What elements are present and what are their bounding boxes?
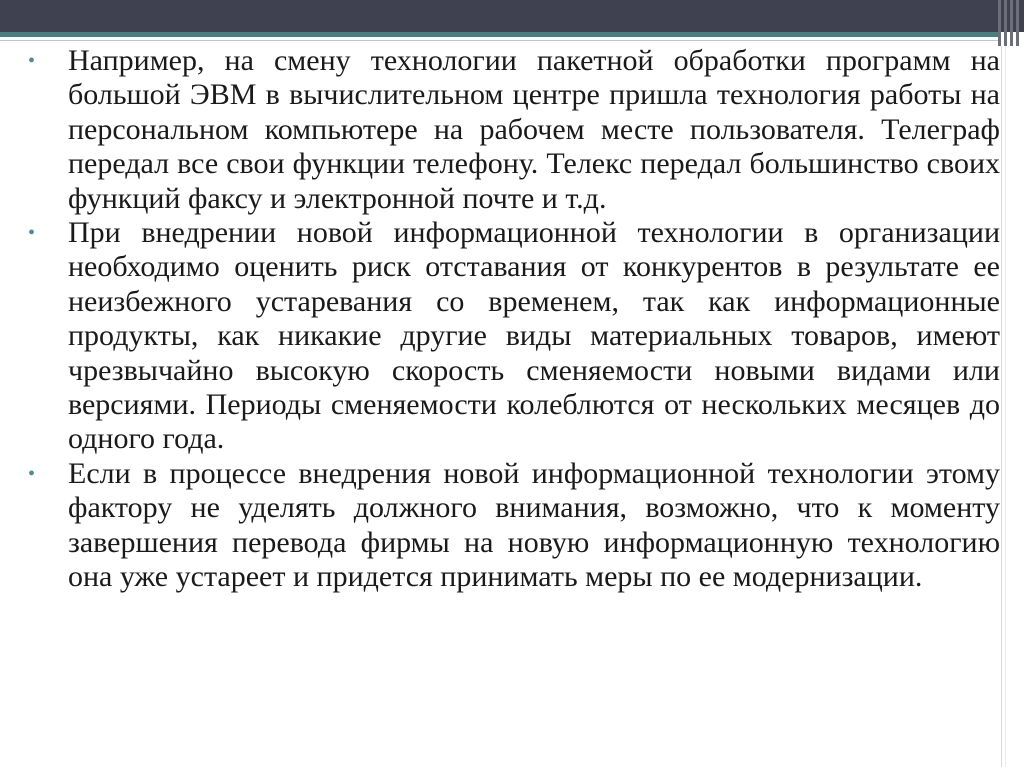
corner-decoration xyxy=(994,0,1024,46)
header-accent-thin-line xyxy=(0,40,1000,41)
bullet-text: Если в процессе внедрения новой информационной технологии этому фактору не уделять должного внимания, возможно, что к моменту завершения перевода фирмы на новую информационную технологию она уже устареет и придется принимать меры по ее модернизации. xyxy=(68,456,1000,594)
right-border-line xyxy=(1001,46,1002,767)
slide-header-bar xyxy=(0,0,1024,32)
bullet-text: Например, на смену технологии пакетной обработки программ на большой ЭВМ в вычислительном центре пришла технология работы на персональном компьютере на рабочем месте пользователя. Телеграф передал все свои функции телефону. Телекс передал большинство своих функций факсу и электронной почте и т.д. xyxy=(68,44,1000,215)
bullet-text: При внедрении новой информационной технологии в организации необходимо оценить риск отставания от конкурентов в результате ее неизбежного устаревания со временем, так как информационные продукты, как никакие другие виды материальных товаров, имеют чрезвычайно высокую скорость сменяемости новыми видами или версиями. Периоды сменяемости колеблются от нескольких месяцев до одного года. xyxy=(68,216,1000,456)
bullet-item xyxy=(28,44,1000,216)
bullet-item xyxy=(28,216,1000,457)
bullet-item xyxy=(28,457,1000,595)
bullet-icon: • xyxy=(28,50,36,72)
bullet-icon: • xyxy=(28,462,36,485)
header-accent-line xyxy=(0,32,1000,37)
bullet-icon: • xyxy=(28,222,36,245)
right-border-line-light xyxy=(1005,46,1006,767)
slide-body xyxy=(28,44,1000,595)
